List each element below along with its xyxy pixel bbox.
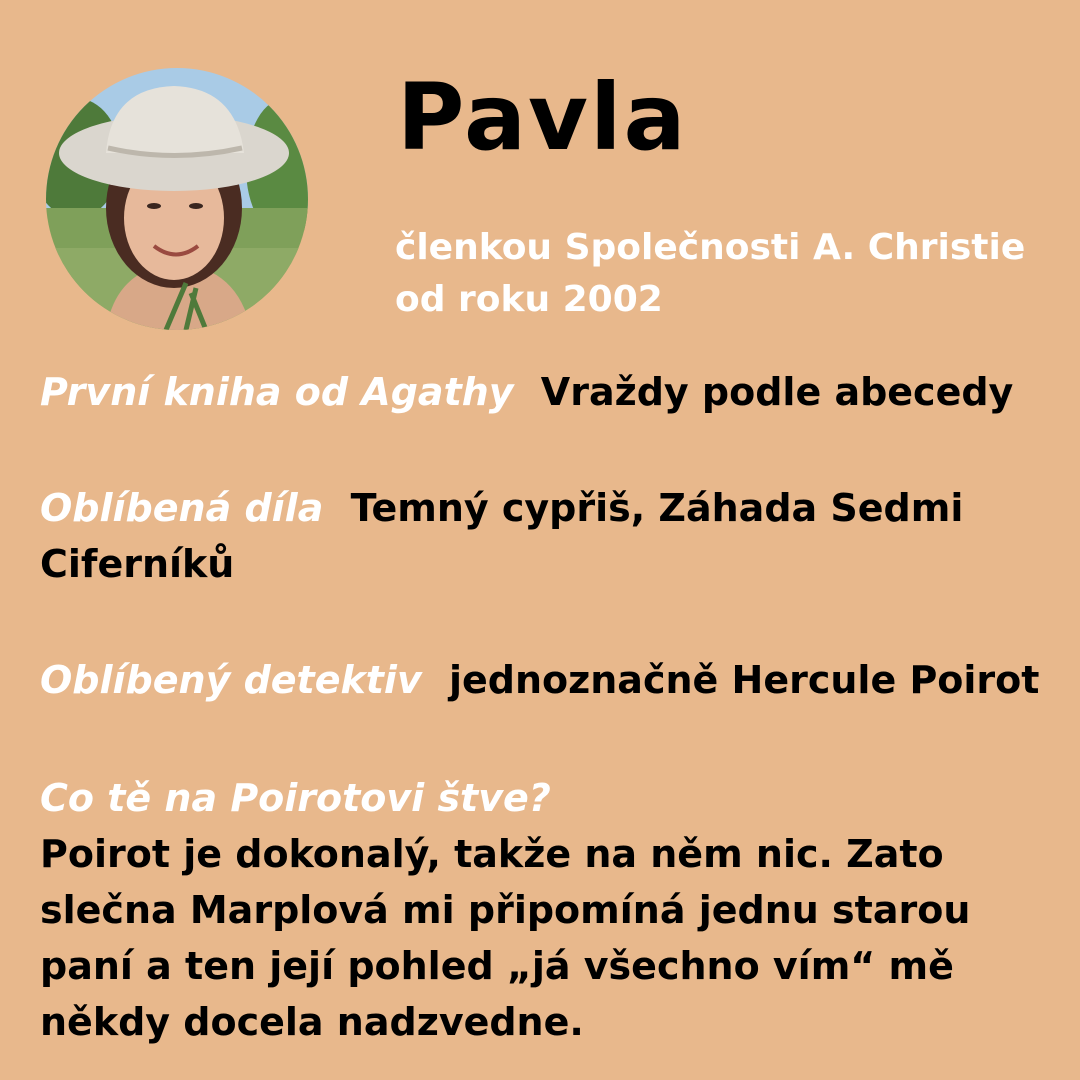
fact-value: jednoznačně Hercule Poirot bbox=[448, 658, 1040, 702]
fact-value: Temný cypřiš, Záhada Sedmi Ciferníků bbox=[40, 486, 964, 586]
person-name: Pavla bbox=[397, 64, 688, 171]
fact-label: Oblíbený detektiv bbox=[40, 658, 422, 702]
question-answer: Poirot je dokonalý, takže na něm nic. Zato slečna Marplová mi připomíná jednu starou paní a ten její pohled „já všechno vím“ mě někdy docela nadzvedne. bbox=[40, 832, 971, 1044]
question-label: Co tě na Poirotovi štve? bbox=[40, 776, 551, 820]
fact-label: Oblíbená díla bbox=[40, 486, 324, 530]
fact-label: První kniha od Agathy bbox=[40, 370, 514, 414]
portrait-illustration bbox=[46, 68, 308, 330]
membership-subtitle: členkou Společnosti A. Christie od roku 2002 bbox=[395, 227, 1026, 320]
question-block bbox=[40, 770, 1060, 1050]
fact-value: Vraždy podle abecedy bbox=[540, 370, 1014, 414]
fact-first-book bbox=[40, 364, 1060, 420]
profile-photo bbox=[46, 68, 308, 330]
fact-favorite-detective bbox=[40, 652, 1060, 708]
fact-favorite-works bbox=[40, 480, 1060, 592]
